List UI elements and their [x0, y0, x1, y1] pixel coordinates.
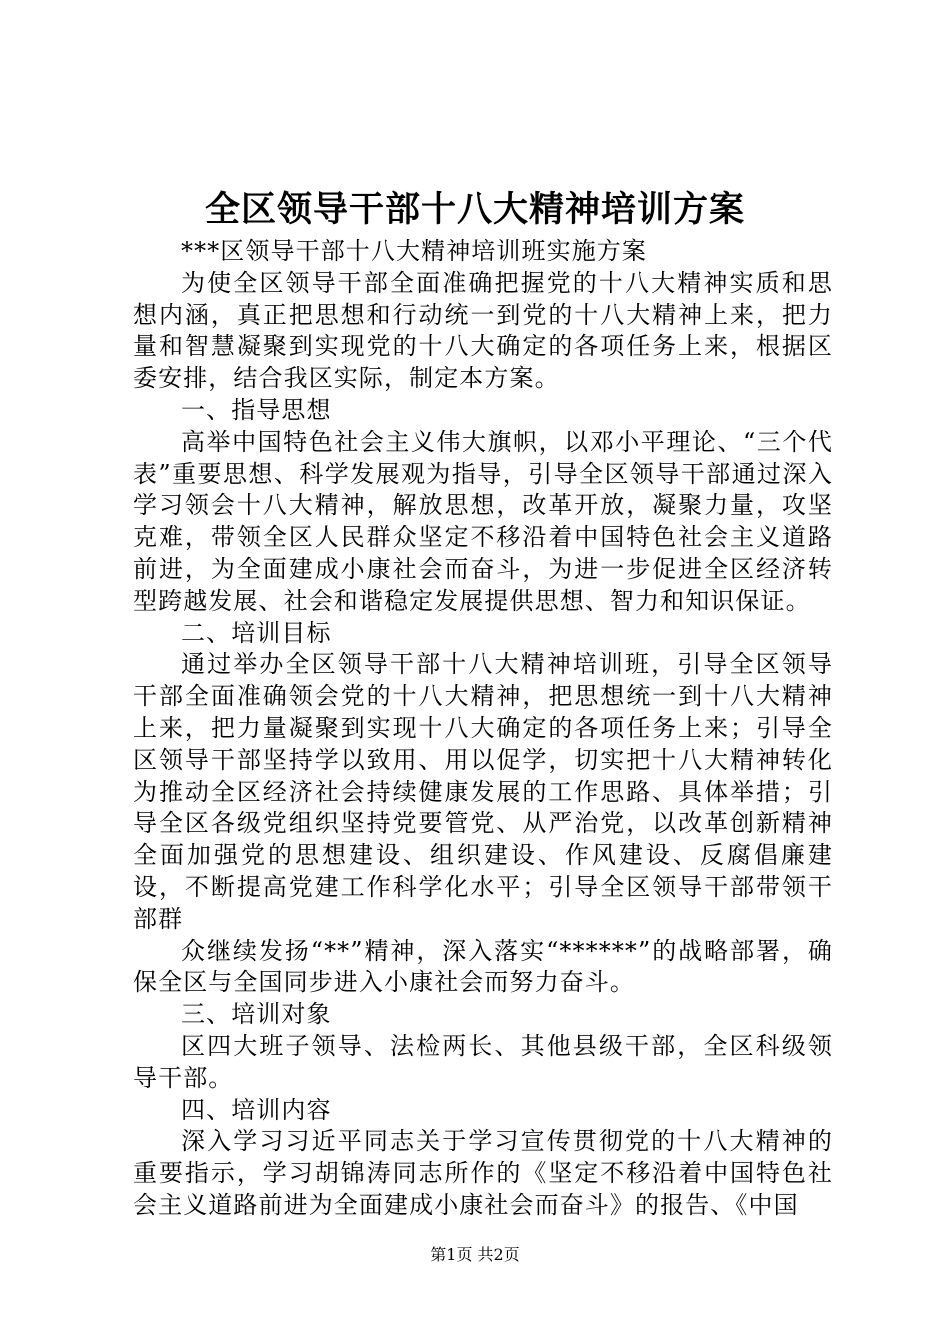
page-number-footer: 第1页 共2页 — [430, 1245, 520, 1264]
section-heading-training-targets: 三、培训对象 — [181, 1000, 332, 1029]
document-body — [133, 236, 833, 1222]
page-title: 全区领导干部十八大精神培训方案 — [204, 189, 745, 230]
intro-paragraph: 为使全区领导干部全面准确把握党的十八大精神实质和思想内涵，真正把思想和行动统一到党的十八大精神上来，把力量和智慧凝聚到实现党的十八大确定的各项任务上来，根据区委安排，结合我区实际，制定本方案。 — [133, 268, 833, 393]
training-goals-continued-paragraph: 众继续发扬“**”精神，深入落实“******”的战略部署，确保全区与全国同步进入小康社会而努力奋斗。 — [133, 936, 833, 997]
guiding-ideology-paragraph: 高举中国特色社会主义伟大旗帜，以邓小平理论、“三个代表”重要思想、科学发展观为指导，引导全区领导干部通过深入学习领会十八大精神，解放思想，改革开放，凝聚力量，攻坚克难，带领全区人民群众坚定不移沿着中国特色社会主义道路前进，为全面建成小康社会而奋斗，为进一步促进全区经济转型跨越发展、社会和谐稳定发展提供思想、智力和知识保证。 — [133, 427, 833, 615]
section-heading-guiding-ideology: 一、指导思想 — [181, 395, 332, 424]
training-targets-paragraph: 区四大班子领导、法检两长、其他县级干部，全区科级领导干部。 — [133, 1031, 833, 1092]
subtitle-paragraph: ***区领导干部十八大精神培训班实施方案 — [181, 237, 647, 265]
section-heading-training-goals: 二、培训目标 — [181, 618, 332, 647]
section-heading-training-content: 四、培训内容 — [181, 1095, 332, 1124]
training-content-paragraph: 深入学习习近平同志关于学习宣传贯彻党的十八大精神的重要指示，学习胡锦涛同志所作的《坚定不移沿着中国特色社会主义道路前进为全面建成小康社会而奋斗》的报告、《中国 — [133, 1127, 833, 1219]
training-goals-paragraph: 通过举办全区领导干部十八大精神培训班，引导全区领导干部全面准确领会党的十八大精神，把思想统一到十八大精神上来，把力量凝聚到实现十八大确定的各项任务上来；引导全区领导干部坚持学以致用、用以促学，切实把十八大精神转化为推动全区经济社会持续健康发展的工作思路、具体举措；引导全区各级党组织坚持党要管党、从严治党，以改革创新精神全面加强党的思想建设、组织建设、作风建设、反腐倡廉建设，不断提高党建工作科学化水平；引导全区领导干部带领干部群 — [133, 650, 833, 933]
